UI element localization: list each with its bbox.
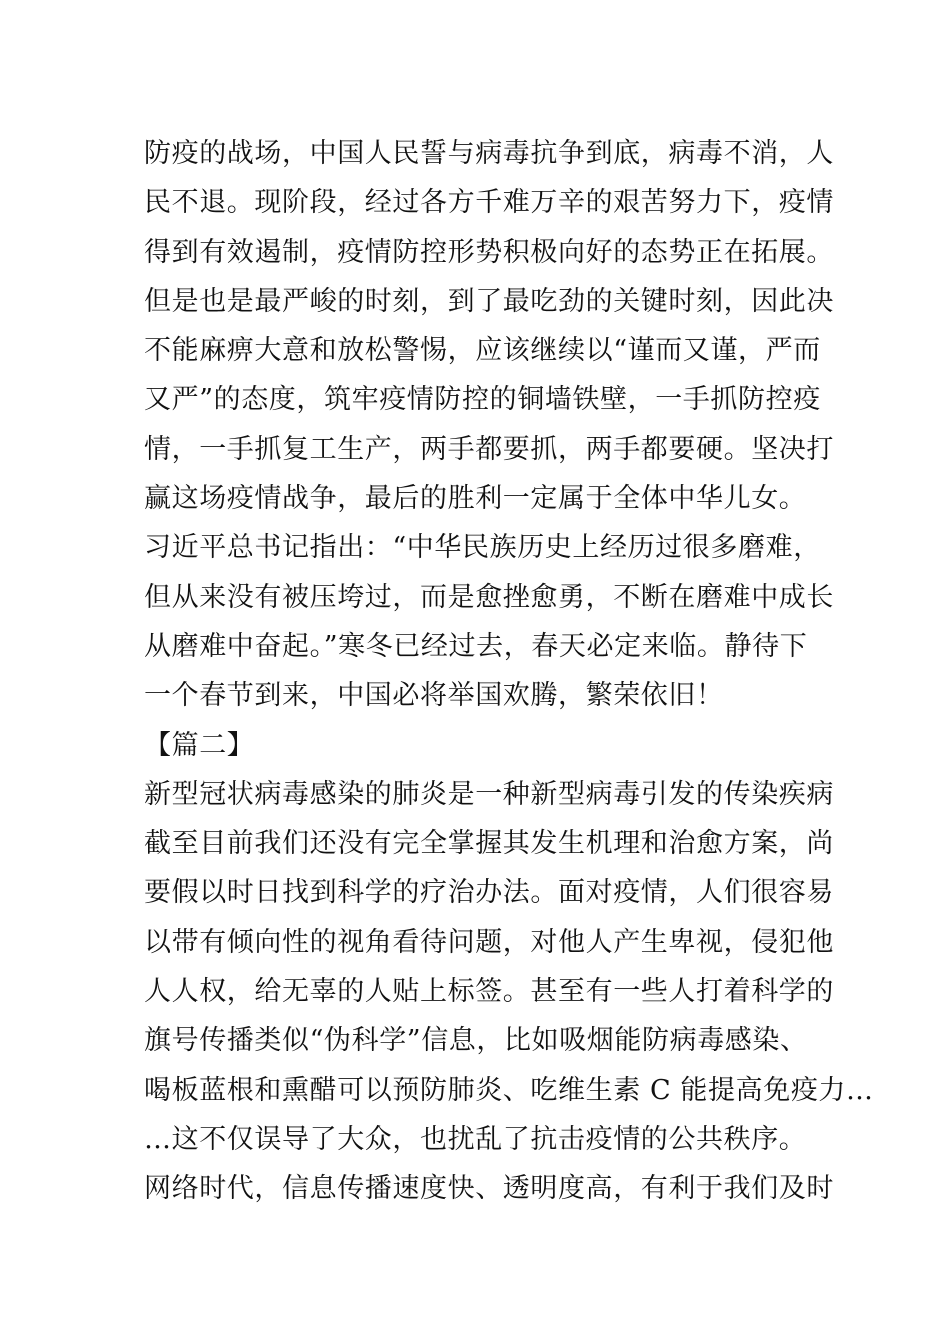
text-line: 赢这场疫情战争，最后的胜利一定属于全体中华儿女。 (144, 483, 807, 515)
text-line: …这不仅误导了大众，也扰乱了抗击疫情的公共秩序。 (144, 1123, 807, 1155)
text-line: 以带有倾向性的视角看待问题，对他人产生卑视，侵犯他 (144, 926, 834, 958)
document-body (144, 129, 874, 1214)
text-line: 人人权，给无辜的人贴上标签。甚至有一些人打着科学的 (144, 976, 834, 1008)
text-line: 网络时代，信息传播速度快、透明度高，有利于我们及时 (144, 1173, 834, 1205)
text-line: 旗号传播类似“伪科学”信息，比如吸烟能防病毒感染、 (144, 1025, 808, 1057)
text-line: 又严”的态度，筑牢疫情防控的铜墙铁壁，一手抓防控疫 (144, 384, 821, 416)
text-line: 喝板蓝根和熏醋可以预防肺炎、吃维生素 C 能提高免疫力… (144, 1074, 874, 1106)
text-line: 一个春节到来，中国必将举国欢腾，繁荣依旧！ (144, 680, 724, 712)
text-line: 民不退。现阶段，经过各方千难万辛的艰苦努力下，疫情 (144, 187, 834, 219)
text-line: 得到有效遏制，疫情防控形势积极向好的态势正在拓展。 (144, 236, 834, 268)
text-line: 情，一手抓复工生产，两手都要抓，两手都要硬。坚决打 (144, 433, 834, 465)
text-line: 截至目前我们还没有完全掌握其发生机理和治愈方案，尚 (144, 828, 834, 860)
text-line: 习近平总书记指出：“中华民族历史上经历过很多磨难， (144, 532, 821, 564)
text-line: 防疫的战场，中国人民誓与病毒抗争到底，病毒不消，人 (144, 138, 834, 169)
section-heading: 【篇二】 (144, 729, 255, 761)
text-line: 要假以时日找到科学的疗治办法。面对疫情，人们很容易 (144, 877, 834, 909)
text-line: 新型冠状病毒感染的肺炎是一种新型病毒引发的传染疾病 (144, 778, 834, 810)
text-line: 从磨难中奋起。”寒冬已经过去，春天必定来临。静待下 (144, 630, 808, 662)
text-line: 不能麻痹大意和放松警惕，应该继续以“谨而又谨，严而 (144, 335, 821, 367)
text-line: 但从来没有被压垮过，而是愈挫愈勇，不断在磨难中成长 (144, 581, 834, 613)
text-line: 但是也是最严峻的时刻，到了最吃劲的关键时刻，因此决 (144, 285, 834, 317)
